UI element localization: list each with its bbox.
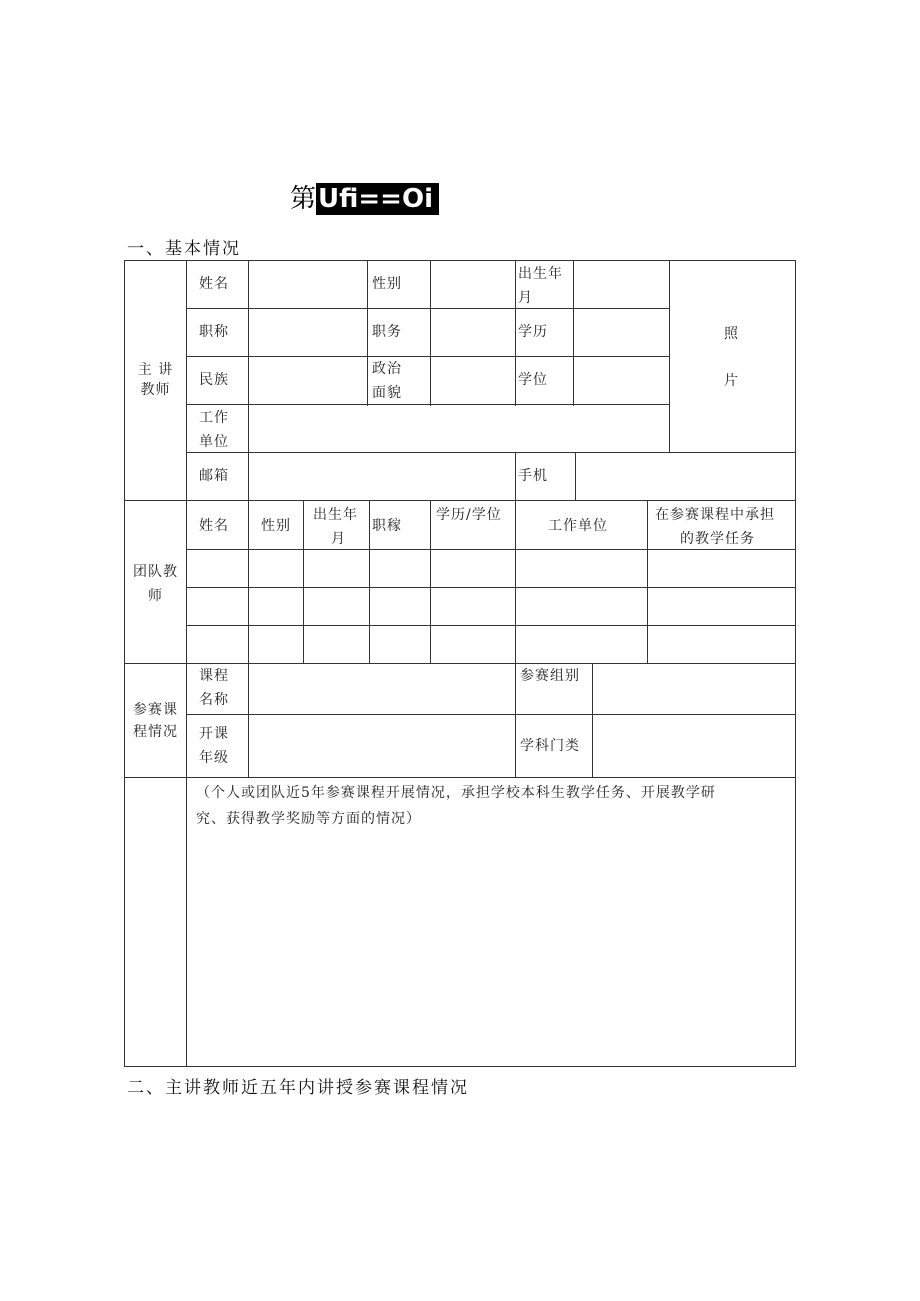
table-line [430, 260, 431, 406]
table-line [515, 452, 516, 500]
label-education: 学历 [518, 324, 548, 340]
table-line [592, 663, 593, 777]
label-politics-l1: 政治 [372, 361, 402, 377]
note-line-2: 究、获得教学奖励等方面的情况） [196, 811, 421, 827]
label-birth-l1: 出生年 [518, 266, 563, 282]
label-grade-l1: 开课 [199, 726, 229, 742]
table-line [186, 452, 796, 453]
table-line [647, 500, 648, 663]
label-title: 职称 [199, 324, 229, 340]
table-line [515, 663, 516, 777]
label-team-l1: 团队教 [133, 564, 178, 580]
doc-title [290, 183, 439, 215]
label-subject-category: 学科门类 [520, 738, 580, 754]
label-main-teacher-l1: 主 讲 [137, 362, 174, 378]
label-team-l2: 师 [148, 588, 163, 604]
header-team-education: 学历/学位 [436, 507, 502, 523]
label-phone: 手机 [518, 468, 548, 484]
title-garbled-text: Ufi==Oi [316, 183, 439, 215]
label-email: 邮箱 [199, 468, 229, 484]
table-line [248, 500, 249, 663]
table-line [575, 452, 576, 500]
header-team-name: 姓名 [199, 518, 229, 534]
table-line [367, 260, 368, 406]
table-line [124, 777, 796, 778]
course-status-note [196, 780, 792, 832]
table-line [303, 500, 304, 663]
label-name: 姓名 [199, 276, 229, 292]
table-line [515, 500, 516, 663]
section-heading-basic: 一、基本情况 [127, 239, 241, 259]
label-grade-l2: 年级 [199, 750, 229, 766]
label-gender: 性别 [372, 276, 402, 292]
label-post: 职务 [372, 324, 402, 340]
header-team-work-unit: 工作单位 [548, 518, 608, 534]
section-heading-teaching: 二、主讲教师近五年内讲授参赛课程情况 [127, 1078, 469, 1098]
label-photo-l1: 照 [724, 326, 739, 342]
table-line [124, 500, 796, 501]
header-team-task-l2: 的教学任务 [680, 531, 755, 547]
label-photo-l2: 片 [724, 373, 739, 389]
label-course-l2: 程情况 [133, 724, 178, 740]
title-prefix: 第 [290, 184, 317, 214]
label-ethnic: 民族 [199, 372, 229, 388]
label-course-name-l2: 名称 [199, 692, 229, 708]
table-line [186, 625, 796, 626]
table-line [248, 663, 249, 777]
label-course-name-l1: 课程 [199, 668, 229, 684]
header-team-birth-l1: 出生年 [313, 507, 358, 523]
table-line [186, 308, 669, 309]
label-work-unit-l1: 工作 [199, 410, 229, 426]
note-line-1: （个人或团队近5年参赛课程开展情况，承担学校本科生教学任务、开展教学研 [196, 785, 716, 801]
label-work-unit-l2: 单位 [199, 434, 229, 450]
table-line [186, 356, 669, 357]
label-course-l1: 参赛课 [133, 702, 178, 718]
table-line [369, 500, 370, 663]
header-team-birth-l2: 月 [331, 531, 346, 547]
table-line [573, 260, 574, 406]
label-competition-group: 参赛组别 [520, 668, 580, 684]
header-team-gender: 性别 [261, 518, 291, 534]
header-team-task-l1: 在参赛课程中承担 [655, 507, 775, 523]
table-line [186, 404, 669, 405]
table-line [430, 500, 431, 663]
table-border-bottom [124, 1066, 796, 1067]
table-line [669, 260, 670, 453]
table-line [186, 714, 796, 715]
label-degree: 学位 [518, 372, 548, 388]
label-politics-l2: 面貌 [372, 385, 402, 401]
label-birth-l2: 月 [518, 290, 533, 306]
label-main-teacher-l2: 教师 [140, 382, 171, 398]
table-border-top [124, 260, 796, 261]
table-line [248, 260, 249, 500]
table-line [515, 260, 516, 406]
header-team-title: 职稼 [372, 518, 402, 534]
table-line [186, 587, 796, 588]
